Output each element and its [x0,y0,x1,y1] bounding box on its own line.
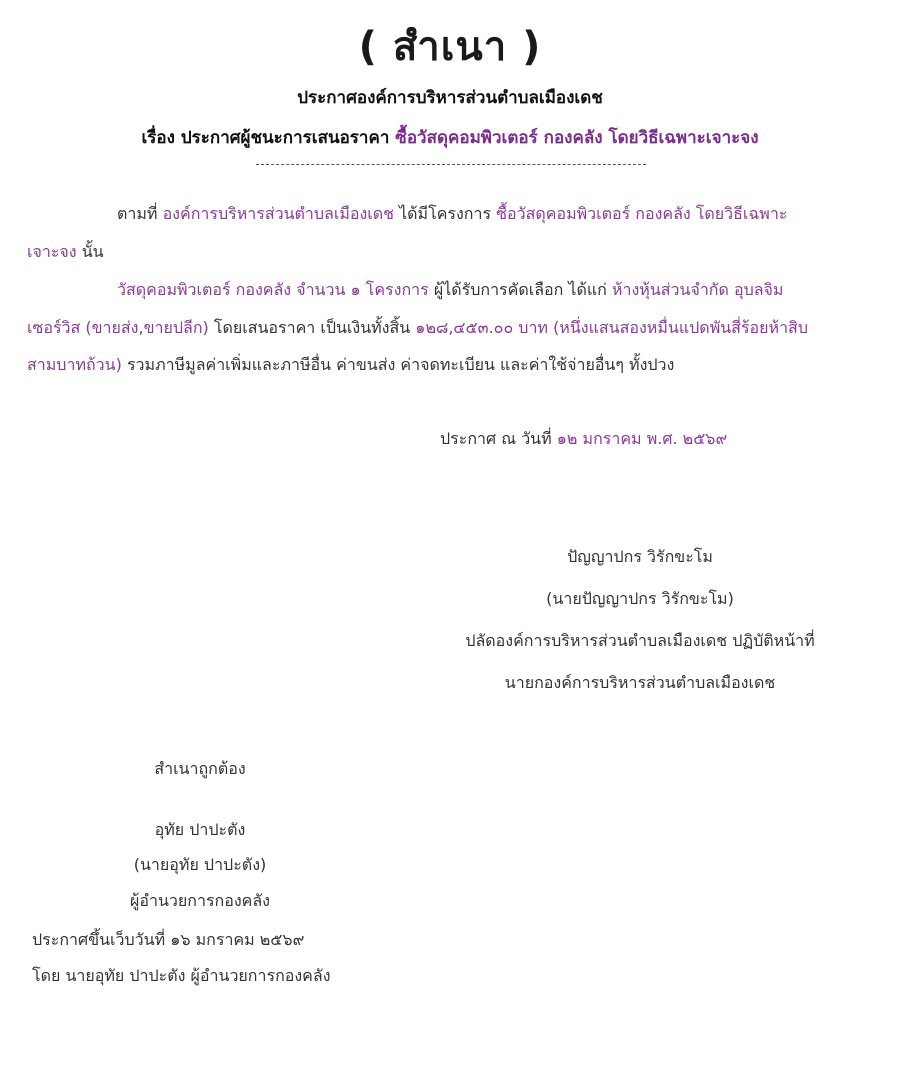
p1-end: นั้น [81,242,104,261]
signatory-position-2: นายกองค์การบริหารส่วนตำบลเมืองเดช [504,673,776,692]
p2-offer: โดยเสนอราคา เป็นเงินทั้งสิ้น [213,318,411,337]
web-post-by: โดย นายอุทัย ปาปะตัง ผู้อำนวยการกองคลัง [32,966,331,985]
announce-date-label: ประกาศ ณ วันที่ [440,429,552,448]
p2-mid: ผู้ได้รับการคัดเลือก ได้แก่ [433,280,607,299]
subject-prefix: เรื่อง ประกาศผู้ชนะการเสนอราคา [141,128,390,148]
p1-project-cont: เจาะจง [27,242,77,261]
document-title: ( สำเนา ) [358,24,542,70]
paragraph-1-line-2 [27,240,104,265]
p2-item: วัสดุคอมพิวเตอร์ กองคลัง จำนวน ๑ โครงการ [117,280,429,299]
p2-amount: ๑๒๘,๔๕๓.๐๐ บาท (หนึ่งแสนสองหมื่นแปดพันสี่ร้อยห้าสิบ [415,318,808,337]
announce-date [440,427,727,452]
signatory-name: (นายปัญญาปกร วิรักขะโม) [546,589,734,608]
p2-rest: รวมภาษีมูลค่าเพิ่มและภาษีอื่น ค่าขนส่ง ค่าจดทะเบียน และค่าใช้จ่ายอื่นๆ ทั้งปวง [126,355,675,374]
p1-mid: ได้มีโครงการ [399,204,492,223]
paragraph-2-line-1 [117,278,783,303]
signatory-position-1: ปลัดองค์การบริหารส่วนตำบลเมืองเดช ปฏิบัติหน้าที่ [465,631,815,650]
header-divider [256,164,646,165]
certified-signature: อุทัย ปาปะตัง [154,820,246,839]
p2-vendor: ห้างหุ้นส่วนจำกัด อุบลจิม [611,280,784,299]
p1-org: องค์การบริหารส่วนตำบลเมืองเดช [162,204,395,223]
web-post-date: ประกาศขึ้นเว็บวันที่ ๑๖ มกราคม ๒๕๖๙ [32,930,305,949]
p1-prefix: ตามที่ [117,204,158,223]
certified-position: ผู้อำนวยการกองคลัง [130,891,270,910]
p1-project: ซื้อวัสดุคอมพิวเตอร์ กองคลัง โดยวิธีเฉพาะ [496,204,788,223]
paragraph-1-line-1 [117,202,787,227]
p2-vendor-cont: เซอร์วิส (ขายส่ง,ขายปลีก) [27,318,209,337]
paragraph-2-line-2 [27,316,808,341]
announce-date-value: ๑๒ มกราคม พ.ศ. ๒๕๖๙ [556,429,728,448]
subject-heading [0,124,900,151]
subject-project: ซื้อวัสดุคอมพิวเตอร์ กองคลัง โดยวิธีเฉพาะเจาะจง [395,128,759,148]
certified-label: สำเนาถูกต้อง [154,759,246,778]
signatory-signature: ปัญญาปกร วิรักขะโม [567,547,713,566]
announcer-heading: ประกาศองค์การบริหารส่วนตำบลเมืองเดช [297,88,603,108]
certified-name: (นายอุทัย ปาปะตัง) [133,855,267,874]
paragraph-2-line-3 [27,353,674,378]
p2-amount-cont: สามบาทถ้วน) [27,355,122,374]
